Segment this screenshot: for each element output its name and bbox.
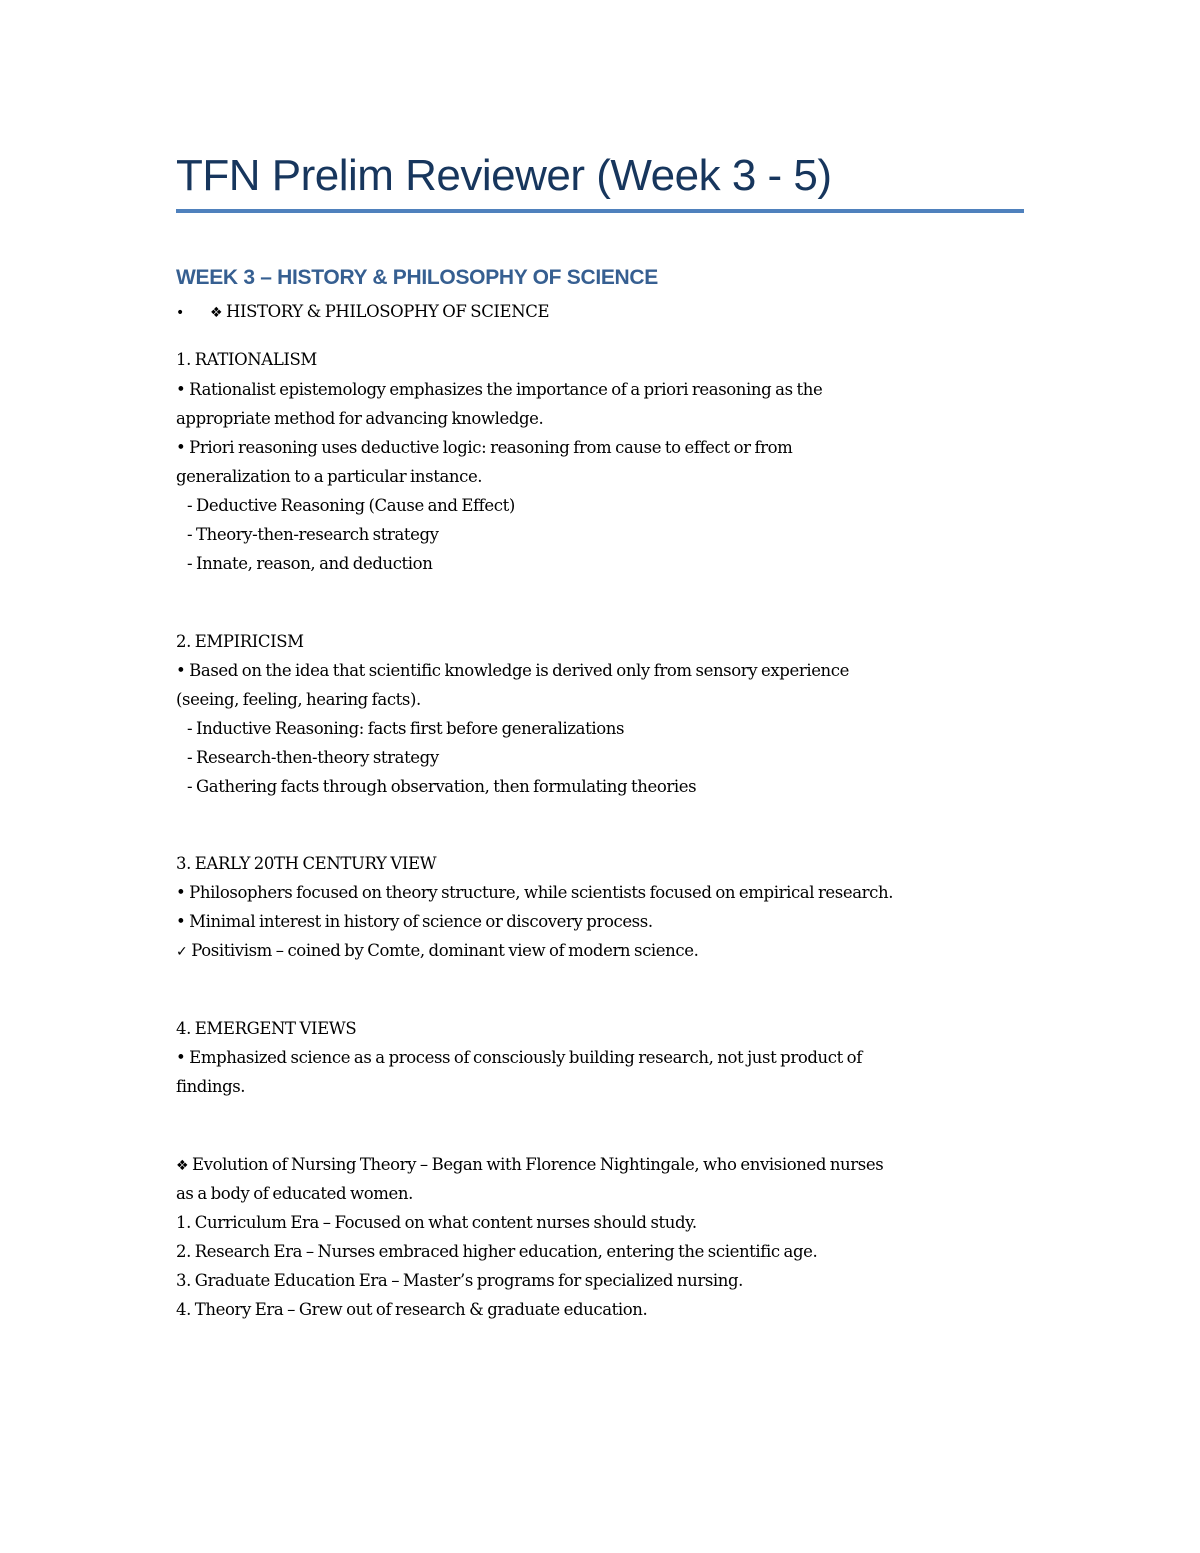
body-line: • Philosophers focused on theory structure, while scientists focused on empirical research. — [176, 883, 894, 902]
check-item-text: Positivism – coined by Comte, dominant view of modern science. — [187, 941, 699, 960]
body-line: appropriate method for advancing knowledge. — [176, 409, 544, 428]
section-heading-week-3: WEEK 3 – HISTORY & PHILOSOPHY OF SCIENCE — [176, 266, 658, 289]
sub-item: - Theory-then-research strategy — [187, 525, 439, 544]
body-line: • Priori reasoning uses deductive logic: reasoning from cause to effect or from — [176, 438, 793, 457]
document-title: TFN Prelim Reviewer (Week 3 - 5) — [176, 151, 832, 200]
body-line: • Emphasized science as a process of consciously building research, not just product of — [176, 1048, 862, 1067]
check-item — [176, 939, 698, 963]
title-underline-rule — [176, 209, 1024, 213]
checkmark-icon: ✓ — [176, 944, 188, 960]
era-item-theory: 4. Theory Era – Grew out of research & graduate education. — [176, 1300, 648, 1319]
evolution-intro — [176, 1153, 883, 1177]
section-title-rationalism: 1. RATIONALISM — [176, 350, 317, 369]
body-line: • Minimal interest in history of science or discovery process. — [176, 912, 653, 931]
sub-item: - Inductive Reasoning: facts first before generalizations — [187, 719, 625, 738]
top-bullet-text: HISTORY & PHILOSOPHY OF SCIENCE — [222, 302, 550, 321]
body-line: (seeing, feeling, hearing facts). — [176, 690, 421, 709]
body-line: findings. — [176, 1077, 246, 1096]
sub-item: - Deductive Reasoning (Cause and Effect) — [187, 496, 515, 515]
era-item-research: 2. Research Era – Nurses embraced higher education, entering the scientific age. — [176, 1242, 818, 1261]
section-title-empiricism: 2. EMPIRICISM — [176, 632, 304, 651]
section-title-early-20th-century-view: 3. EARLY 20TH CENTURY VIEW — [176, 854, 437, 873]
era-item-graduate-education: 3. Graduate Education Era – Master’s programs for specialized nursing. — [176, 1271, 744, 1290]
diamond-ornament-icon: ❖ — [210, 305, 223, 321]
era-item-curriculum: 1. Curriculum Era – Focused on what content nurses should study. — [176, 1213, 697, 1232]
body-line: • Rationalist epistemology emphasizes the importance of a priori reasoning as the — [176, 380, 823, 399]
evolution-intro-text: Evolution of Nursing Theory – Began with Florence Nightingale, who envisioned nurses — [188, 1155, 884, 1174]
sub-item: - Research-then-theory strategy — [187, 748, 439, 767]
sub-item: - Gathering facts through observation, then formulating theories — [187, 777, 697, 796]
diamond-ornament-icon: ❖ — [176, 1158, 189, 1174]
top-bullet-item — [176, 300, 549, 325]
section-title-emergent-views: 4. EMERGENT VIEWS — [176, 1019, 357, 1038]
body-line: as a body of educated women. — [176, 1184, 413, 1203]
body-line: • Based on the idea that scientific knowledge is derived only from sensory experience — [176, 661, 849, 680]
body-line: generalization to a particular instance. — [176, 467, 483, 486]
bullet-dot-icon: • — [176, 305, 184, 321]
sub-item: - Innate, reason, and deduction — [187, 554, 433, 573]
